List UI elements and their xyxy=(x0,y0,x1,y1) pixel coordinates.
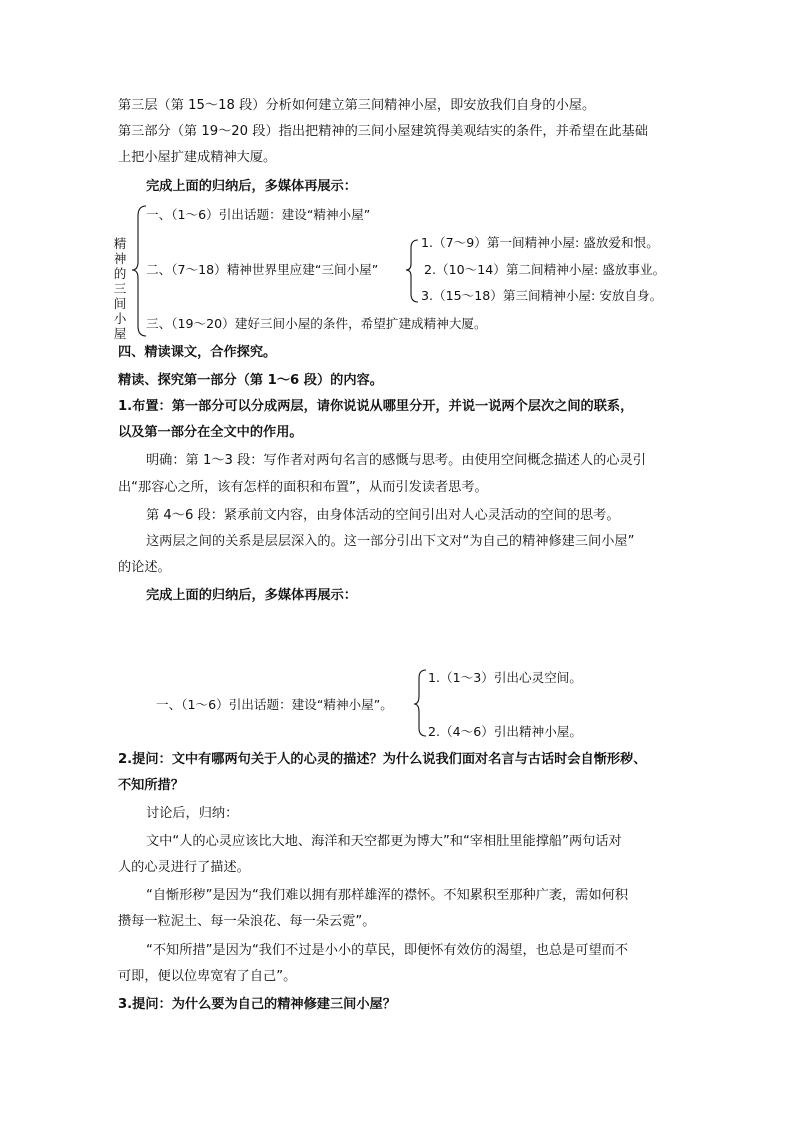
text-line: 讨论后，归纳： xyxy=(146,806,239,821)
text-line: 明确：第 1～3 段：写作者对两句名言的感慨与思考。由使用空间概念描述人的心灵引 xyxy=(146,453,646,468)
outline-subitem: 2.（10～14）第二间精神小屋: 盛放事业。 xyxy=(424,262,666,277)
outline-side-label: 精 神 的 三 间 小 屋 xyxy=(113,236,127,341)
outline-subitem: 1.（1～3）引出心灵空间。 xyxy=(428,670,582,685)
text-line: 完成上面的归纳后，多媒体再展示： xyxy=(146,179,357,194)
question: 2.提问：文中有哪两句关于人的心灵的描述？为什么说我们面对名言与古话时会自惭形秽、 xyxy=(118,752,647,767)
text-line: 这两层之间的关系是层层深入的。这一部分引出下文对“为自己的精神修建三间小屋” xyxy=(146,534,635,549)
text-line: “不知所措”是因为“我们不过是小小的草民，即便怀有效仿的渴望，也总是可望而不 xyxy=(146,943,629,958)
text-line: 人的心灵进行了描述。 xyxy=(118,860,250,875)
outline-item: 三、（19～20）建好三间小屋的条件，希望扩建成精神大厦。 xyxy=(146,316,487,331)
text-line: 第三层（第 15～18 段）分析如何建立第三间精神小屋，即安放我们自身的小屋。 xyxy=(118,98,596,113)
text-line: 第三部分（第 19～20 段）指出把精神的三间小屋建筑得美观结实的条件，并希望在此基础 xyxy=(118,124,648,139)
outline-subitem: 1.（7～9）第一间精神小屋: 盛放爱和恨。 xyxy=(421,235,659,250)
text-line: 攒每一粒泥土、每一朵浪花、每一朵云霓”。 xyxy=(118,914,376,929)
sub-brace xyxy=(406,240,418,302)
text-line: 的论述。 xyxy=(118,560,171,575)
question: 1.布置：第一部分可以分成两层，请你说说从哪里分开，并说一说两个层次之间的联系， xyxy=(118,399,634,414)
question: 以及第一部分在全文中的作用。 xyxy=(118,425,303,440)
text-line: 上把小屋扩建成精神大厦。 xyxy=(118,150,277,165)
question: 3.提问：为什么要为自己的精神修建三间小屋？ xyxy=(118,997,396,1012)
text-line: 出“那容心之所，该有怎样的面积和布置”，从而引发读者思考。 xyxy=(118,480,488,495)
outline-item: 二、（7～18）精神世界里应建“三间小屋” xyxy=(146,262,379,277)
text-line: 文中“人的心灵应该比大地、海洋和天空都更为博大”和“宰相肚里能撑船”两句话对 xyxy=(146,834,622,849)
sub-brace-2 xyxy=(414,670,426,736)
question: 不知所措？ xyxy=(118,778,184,793)
text-line: 第 4～6 段：紧承前文内容，由身体活动的空间引出对人心灵活动的空间的思考。 xyxy=(146,508,620,523)
text-line: 可即，便以位卑宽宥了自己”。 xyxy=(118,969,297,984)
text-line: “自惭形秽”是因为“我们难以拥有那样雄浑的襟怀。不知累积至那种广袤，需如何积 xyxy=(146,888,629,903)
outline-item: 一、（1～6）引出话题：建设“精神小屋”。 xyxy=(156,697,393,712)
text-line: 精读、探究第一部分（第 1～6 段）的内容。 xyxy=(118,373,383,388)
big-brace xyxy=(132,206,146,336)
text-line: 完成上面的归纳后，多媒体再展示： xyxy=(146,588,357,603)
outline-subitem: 2.（4～6）引出精神小屋。 xyxy=(428,724,582,739)
section-heading: 四、精读课文，合作探究。 xyxy=(118,345,277,360)
outline-subitem: 3.（15～18）第三间精神小屋: 安放自身。 xyxy=(421,288,663,303)
outline-item: 一、（1～6）引出话题：建设“精神小屋” xyxy=(146,207,371,222)
